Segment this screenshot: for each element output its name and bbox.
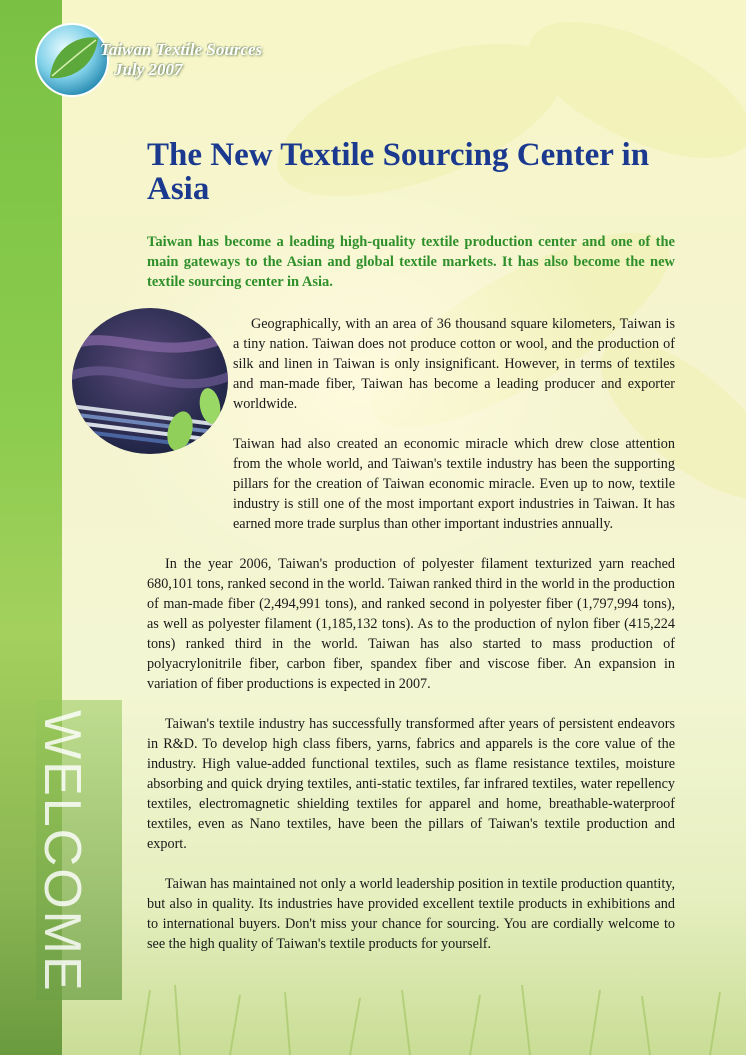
- publication-brand: [100, 40, 262, 80]
- paragraph-3: In the year 2006, Taiwan's production of polyester filament texturized yarn reached 680,101 tons, ranked second in the world. Taiwan ranked third in the world in the production of man-made fiber (2,494,991 tons), and ranked second in polyester fiber (1,797,994 tons), as well as polyester filament (1,185,132 tons). As to the production of nylon fiber (415,224 tons) ranked third in the world. Taiwan has also started to mass production of polyacrylonitrile fiber, carbon fiber, spandex fiber and viscose fiber. An expansion in variation of fiber productions is expected in 2007.: [147, 556, 675, 692]
- paragraph-5: Taiwan has maintained not only a world leadership position in textile production quantity, but also in quality. Its industries have provided excellent textile products in exhibitions and to international buyers. Don't miss your chance for sourcing. You are cordially welcome to see the high quality of Taiwan's textile products for yourself.: [147, 876, 675, 952]
- paragraph-2: Taiwan had also created an economic miracle which drew close attention from the whole world, and Taiwan's textile industry has been the supporting pillars for the creation of Taiwan economic miracle. Even up to now, textile industry is still one of the most important export industries in Taiwan. It has earned more trade surplus than other important industries annually.: [233, 436, 675, 532]
- article-body: [147, 314, 675, 974]
- article-intro: Taiwan has become a leading high-quality textile production center and one of the main gateways to the Asian and global textile markets. It has also become the new textile sourcing center in Asia.: [147, 234, 675, 290]
- issue-date: July 2007: [114, 60, 183, 79]
- paragraph-4: Taiwan's textile industry has successfully transformed after years of persistent endeavors in R&D. To develop high class fibers, yarns, fabrics and apparels is the core value of the industry. High value-added functional textiles, such as flame resistance textiles, moisture absorbing and quick drying textiles, anti-static textiles, far infrared textiles, water repellency textiles, electromagnetic shielding textiles for apparel and home, breathable-waterproof textiles, even as Nano textiles, have been the pillars of Taiwan's textile production and export.: [147, 716, 675, 852]
- brand-name: Taiwan Textile Sources: [100, 40, 263, 59]
- paragraph-1: Geographically, with an area of 36 thousand square kilometers, Taiwan is a tiny nation. Taiwan does not produce cotton or wool, and the production of silk and linen in Taiwan is only insignificant. However, in terms of textiles and man-made fiber, Taiwan has become a leading producer and exporter worldwide.: [233, 316, 675, 412]
- welcome-vertical-text: WELCOME: [33, 710, 91, 993]
- article-title: The New Textile Sourcing Center in Asia: [147, 137, 650, 207]
